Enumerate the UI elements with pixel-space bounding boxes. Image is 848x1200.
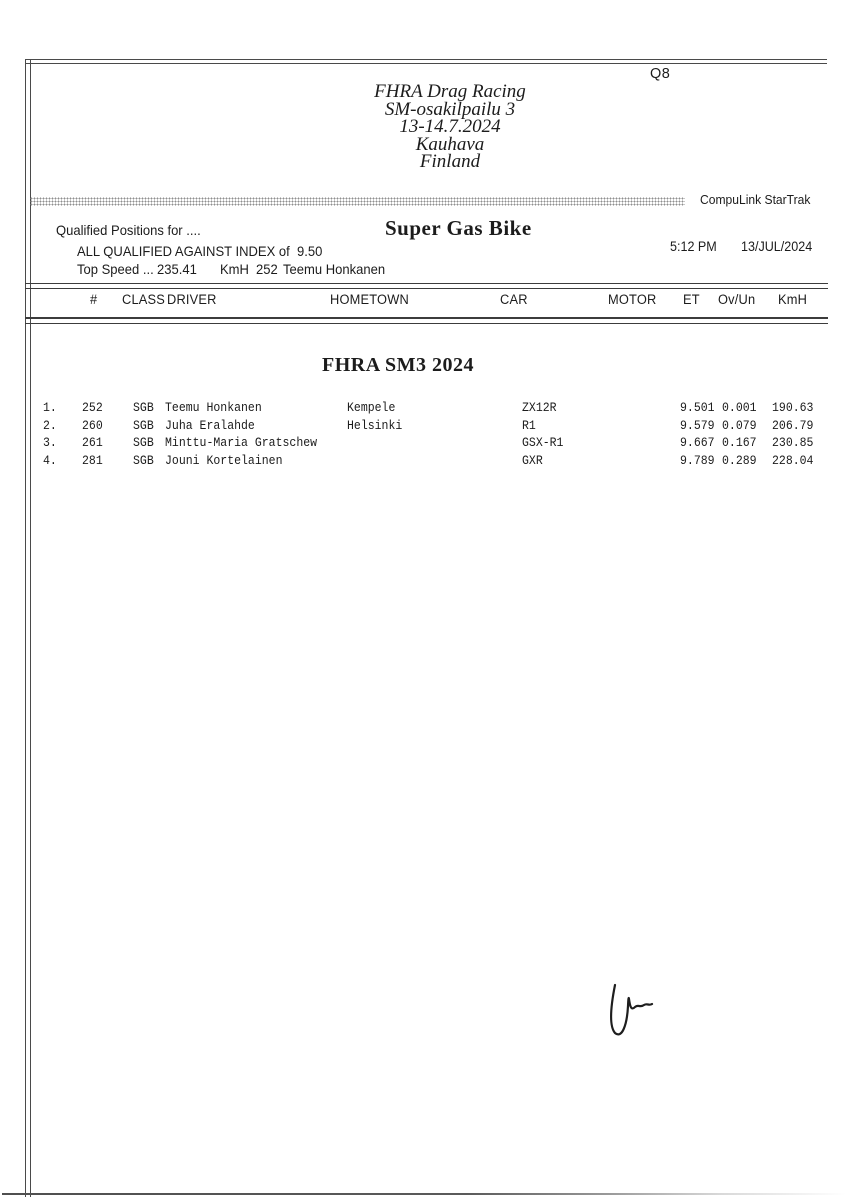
- row-driver: Jouni Kortelainen: [165, 452, 283, 468]
- row-car: GSX-R1: [522, 435, 564, 450]
- row-ovun: 0.289: [722, 452, 757, 468]
- row-position: 1.: [43, 400, 57, 415]
- row-class: SGB: [133, 417, 154, 433]
- index-line: ALL QUALIFIED AGAINST INDEX of 9.50: [77, 243, 323, 259]
- event-title-line: Finland: [419, 151, 481, 173]
- round-label: Q8: [650, 66, 671, 82]
- event-title-block: [280, 83, 620, 171]
- row-hometown: Kempele: [347, 400, 396, 415]
- dotted-separator: [30, 197, 685, 206]
- row-class: SGB: [133, 452, 154, 468]
- print-date: 13/JUL/2024: [741, 239, 813, 254]
- table-row: [0, 399, 848, 417]
- signature-icon: [602, 980, 672, 1045]
- row-class: SGB: [133, 400, 154, 415]
- row-position: 4.: [43, 452, 57, 468]
- top-speed-holder-name: Teemu Honkanen: [283, 261, 386, 277]
- row-driver: Minttu-Maria Gratschew: [165, 435, 318, 450]
- col-header-hometown: HOMETOWN: [330, 292, 409, 307]
- row-driver: Juha Eralahde: [165, 417, 255, 433]
- col-header-ovun: Ov/Un: [718, 292, 756, 307]
- row-hometown: Helsinki: [347, 417, 403, 433]
- qualifying-table: [0, 399, 848, 469]
- col-header-number: #: [90, 292, 98, 307]
- col-header-motor: MOTOR: [608, 292, 657, 307]
- row-car: R1: [522, 417, 536, 433]
- row-position: 2.: [43, 417, 57, 433]
- row-number: 281: [82, 452, 103, 468]
- report-type-label: Qualified Positions for ....: [56, 222, 201, 238]
- top-speed-value: 235.41: [157, 261, 197, 277]
- row-number: 252: [82, 400, 103, 415]
- row-et: 9.667: [680, 435, 715, 450]
- col-header-class: CLASS: [122, 292, 166, 307]
- header-rule-top: [25, 283, 828, 289]
- top-speed-holder-number: 252: [256, 261, 278, 277]
- timing-system-brand: CompuLink StarTrak: [700, 192, 811, 207]
- row-car: ZX12R: [522, 400, 557, 415]
- row-ovun: 0.001: [722, 400, 757, 415]
- top-speed-label: Top Speed ...: [77, 261, 154, 277]
- col-header-et: ET: [683, 292, 700, 307]
- row-kmh: 190.63: [772, 400, 814, 415]
- row-kmh: 228.04: [772, 452, 814, 468]
- event-title-line: Kauhava: [415, 133, 485, 155]
- top-speed-unit: KmH: [220, 261, 249, 277]
- row-kmh: 206.79: [772, 417, 814, 433]
- row-et: 9.501: [680, 400, 715, 415]
- col-header-driver: DRIVER: [167, 292, 217, 307]
- col-header-car: CAR: [500, 292, 528, 307]
- page-border-bottom: [2, 1193, 846, 1195]
- event-title-line: SM-osakilpailu 3: [384, 98, 516, 120]
- row-ovun: 0.079: [722, 417, 757, 433]
- event-title-line: FHRA Drag Racing: [374, 81, 526, 102]
- print-time: 5:12 PM: [670, 239, 717, 254]
- row-car: GXR: [522, 452, 543, 468]
- section-title: FHRA SM3 2024: [322, 354, 475, 376]
- table-row: [0, 417, 848, 435]
- class-title: Super Gas Bike: [385, 216, 532, 240]
- row-ovun: 0.167: [722, 435, 757, 450]
- page-border-top: [25, 59, 827, 64]
- table-row: [0, 452, 848, 470]
- header-rule-bottom: [25, 317, 828, 324]
- row-et: 9.789: [680, 452, 715, 468]
- page-border-left: [25, 59, 31, 1197]
- row-position: 3.: [43, 435, 57, 450]
- event-title-line: 13-14.7.2024: [399, 116, 501, 138]
- row-kmh: 230.85: [772, 435, 814, 450]
- row-number: 260: [82, 417, 103, 433]
- col-header-kmh: KmH: [778, 292, 808, 307]
- row-class: SGB: [133, 435, 154, 450]
- table-row: [0, 434, 848, 452]
- row-et: 9.579: [680, 417, 715, 433]
- row-number: 261: [82, 435, 103, 450]
- row-driver: Teemu Honkanen: [165, 400, 262, 415]
